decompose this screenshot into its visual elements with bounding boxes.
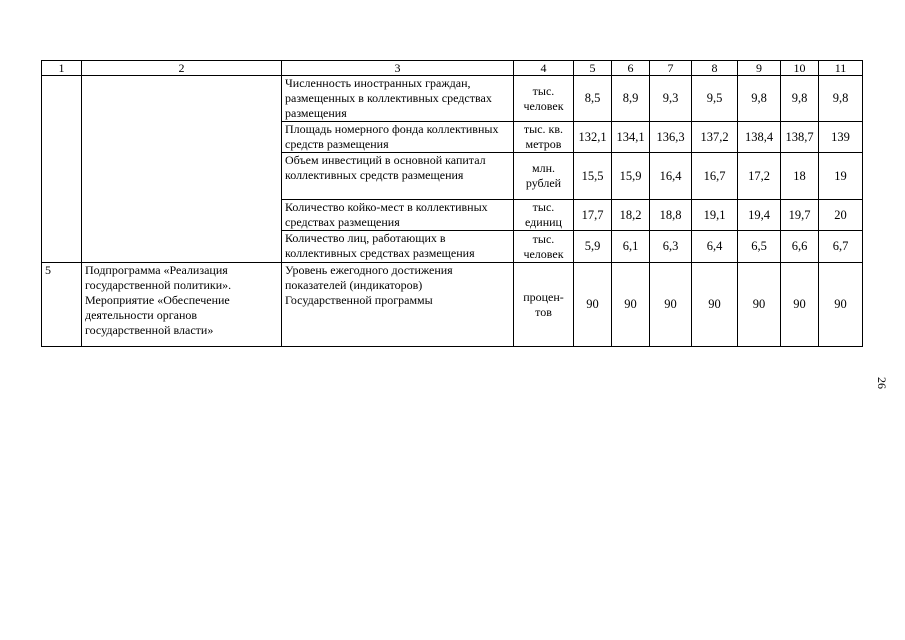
value-cell: 9,8 <box>819 76 863 122</box>
column-number: 3 <box>282 61 514 76</box>
value-cell: 17,2 <box>738 153 781 200</box>
value-cell: 8,9 <box>612 76 650 122</box>
program-cell: Подпрограмма «Реализация государственной политики». Мероприятие «Обеспечение деятельности органов государственной власти» <box>82 263 282 347</box>
indicator-cell: Численность иностранных граждан, размещенных в коллективных средствах размещения <box>282 76 514 122</box>
column-number: 10 <box>781 61 819 76</box>
value-cell: 5,9 <box>574 231 612 263</box>
value-cell: 138,4 <box>738 122 781 153</box>
value-cell: 20 <box>819 200 863 231</box>
unit-cell: тыс. человек <box>514 231 574 263</box>
value-cell: 139 <box>819 122 863 153</box>
unit-cell: тыс. кв. метров <box>514 122 574 153</box>
column-number: 7 <box>650 61 692 76</box>
value-cell: 16,4 <box>650 153 692 200</box>
program-cell-empty <box>82 76 282 263</box>
value-cell: 138,7 <box>781 122 819 153</box>
value-cell: 15,5 <box>574 153 612 200</box>
value-cell: 90 <box>574 263 612 347</box>
value-cell: 90 <box>819 263 863 347</box>
value-cell: 6,4 <box>692 231 738 263</box>
value-cell: 19,7 <box>781 200 819 231</box>
indicator-cell: Количество койко-мест в коллективных средствах размещения <box>282 200 514 231</box>
column-number: 4 <box>514 61 574 76</box>
value-cell: 6,3 <box>650 231 692 263</box>
value-cell: 134,1 <box>612 122 650 153</box>
value-cell: 90 <box>781 263 819 347</box>
value-cell: 18,8 <box>650 200 692 231</box>
indicator-cell: Площадь номерного фонда коллективных средств размещения <box>282 122 514 153</box>
value-cell: 18,2 <box>612 200 650 231</box>
value-cell: 16,7 <box>692 153 738 200</box>
value-cell: 19,4 <box>738 200 781 231</box>
value-cell: 90 <box>738 263 781 347</box>
value-cell: 9,5 <box>692 76 738 122</box>
unit-cell: процен-тов <box>514 263 574 347</box>
indicator-cell: Уровень ежегодного достижения показателей (индикаторов) Государственной программы <box>282 263 514 347</box>
value-cell: 90 <box>650 263 692 347</box>
indicator-cell: Количество лиц, работающих в коллективных средствах размещения <box>282 231 514 263</box>
value-cell: 8,5 <box>574 76 612 122</box>
unit-cell: тыс. человек <box>514 76 574 122</box>
page-number: 26 <box>875 377 889 389</box>
column-number: 6 <box>612 61 650 76</box>
unit-cell: млн. рублей <box>514 153 574 200</box>
value-cell: 6,7 <box>819 231 863 263</box>
column-number: 1 <box>42 61 82 76</box>
column-number: 9 <box>738 61 781 76</box>
column-number: 2 <box>82 61 282 76</box>
value-cell: 137,2 <box>692 122 738 153</box>
value-cell: 17,7 <box>574 200 612 231</box>
value-cell: 19,1 <box>692 200 738 231</box>
table-row <box>42 76 863 122</box>
column-number: 8 <box>692 61 738 76</box>
value-cell: 18 <box>781 153 819 200</box>
value-cell: 6,6 <box>781 231 819 263</box>
table-row <box>42 263 863 347</box>
indicator-cell: Объем инвестиций в основной капитал коллективных средств размещения <box>282 153 514 200</box>
row-index-cell: 5 <box>42 263 82 347</box>
column-number-row <box>42 61 863 76</box>
value-cell: 136,3 <box>650 122 692 153</box>
value-cell: 90 <box>692 263 738 347</box>
value-cell: 15,9 <box>612 153 650 200</box>
value-cell: 9,3 <box>650 76 692 122</box>
value-cell: 9,8 <box>738 76 781 122</box>
column-number: 5 <box>574 61 612 76</box>
value-cell: 6,5 <box>738 231 781 263</box>
value-cell: 9,8 <box>781 76 819 122</box>
column-number: 11 <box>819 61 863 76</box>
unit-cell: тыс. единиц <box>514 200 574 231</box>
indicators-table <box>41 60 863 347</box>
value-cell: 132,1 <box>574 122 612 153</box>
value-cell: 90 <box>612 263 650 347</box>
value-cell: 19 <box>819 153 863 200</box>
value-cell: 6,1 <box>612 231 650 263</box>
index-cell-empty <box>42 76 82 263</box>
